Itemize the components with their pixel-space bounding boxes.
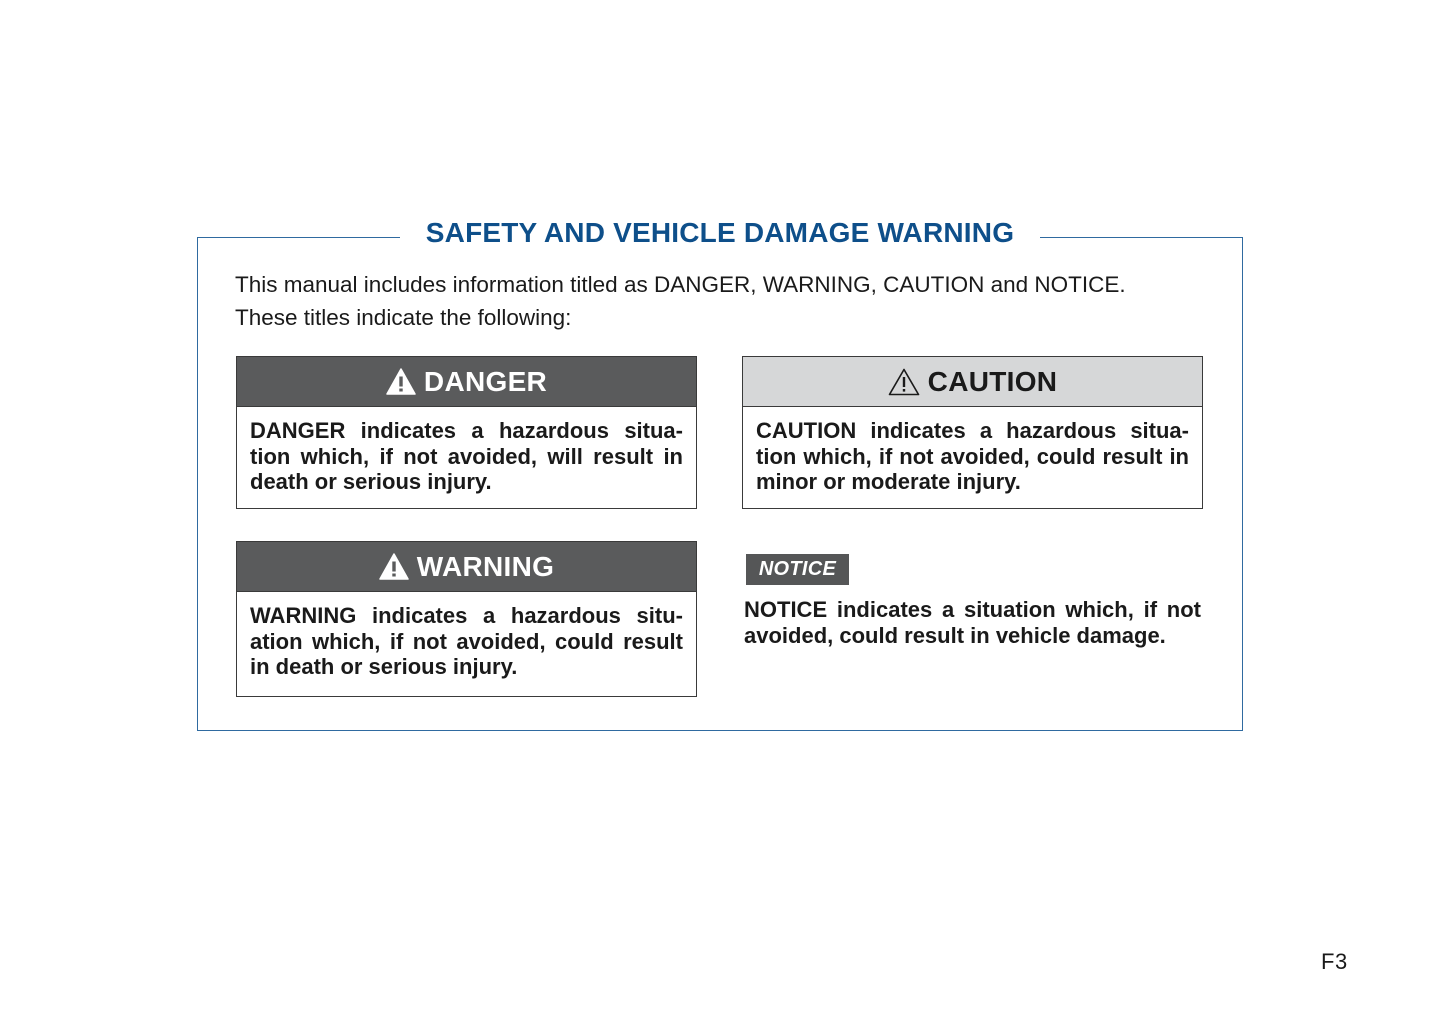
warning-header — [237, 542, 696, 592]
danger-heading: DANGER — [423, 365, 548, 397]
warning-triangle-icon — [379, 553, 409, 580]
warning-heading: WARNING — [416, 550, 555, 582]
danger-header — [237, 357, 696, 407]
notice-badge: NOTICE — [746, 554, 849, 585]
danger-box — [236, 356, 697, 509]
caution-box — [742, 356, 1203, 509]
warning-triangle-icon — [386, 368, 416, 395]
section-title: SAFETY AND VEHICLE DAMAGE WARNING — [400, 212, 1040, 254]
danger-description: DANGER indicates a hazardous situa-tion which, if not avoided, will result in death or serious injury. — [250, 418, 683, 494]
intro-text — [235, 268, 1215, 334]
warning-triangle-outline-icon — [888, 368, 920, 396]
warning-box — [236, 541, 697, 697]
intro-line-2: These titles indicate the following: — [235, 305, 572, 330]
intro-line-1: This manual includes information titled as DANGER, WARNING, CAUTION and NOTICE. — [235, 272, 1126, 297]
notice-description: NOTICE indicates a situation which, if not avoided, could result in vehicle damage. — [744, 597, 1201, 648]
caution-heading: CAUTION — [927, 365, 1058, 397]
page-number: F3 — [1321, 949, 1348, 974]
caution-header — [743, 357, 1202, 407]
warning-description: WARNING indicates a hazardous situ-ation which, if not avoided, could result in death or serious injury. — [250, 603, 683, 679]
caution-description: CAUTION indicates a hazardous situa-tion which, if not avoided, could result in minor or moderate injury. — [756, 418, 1189, 494]
